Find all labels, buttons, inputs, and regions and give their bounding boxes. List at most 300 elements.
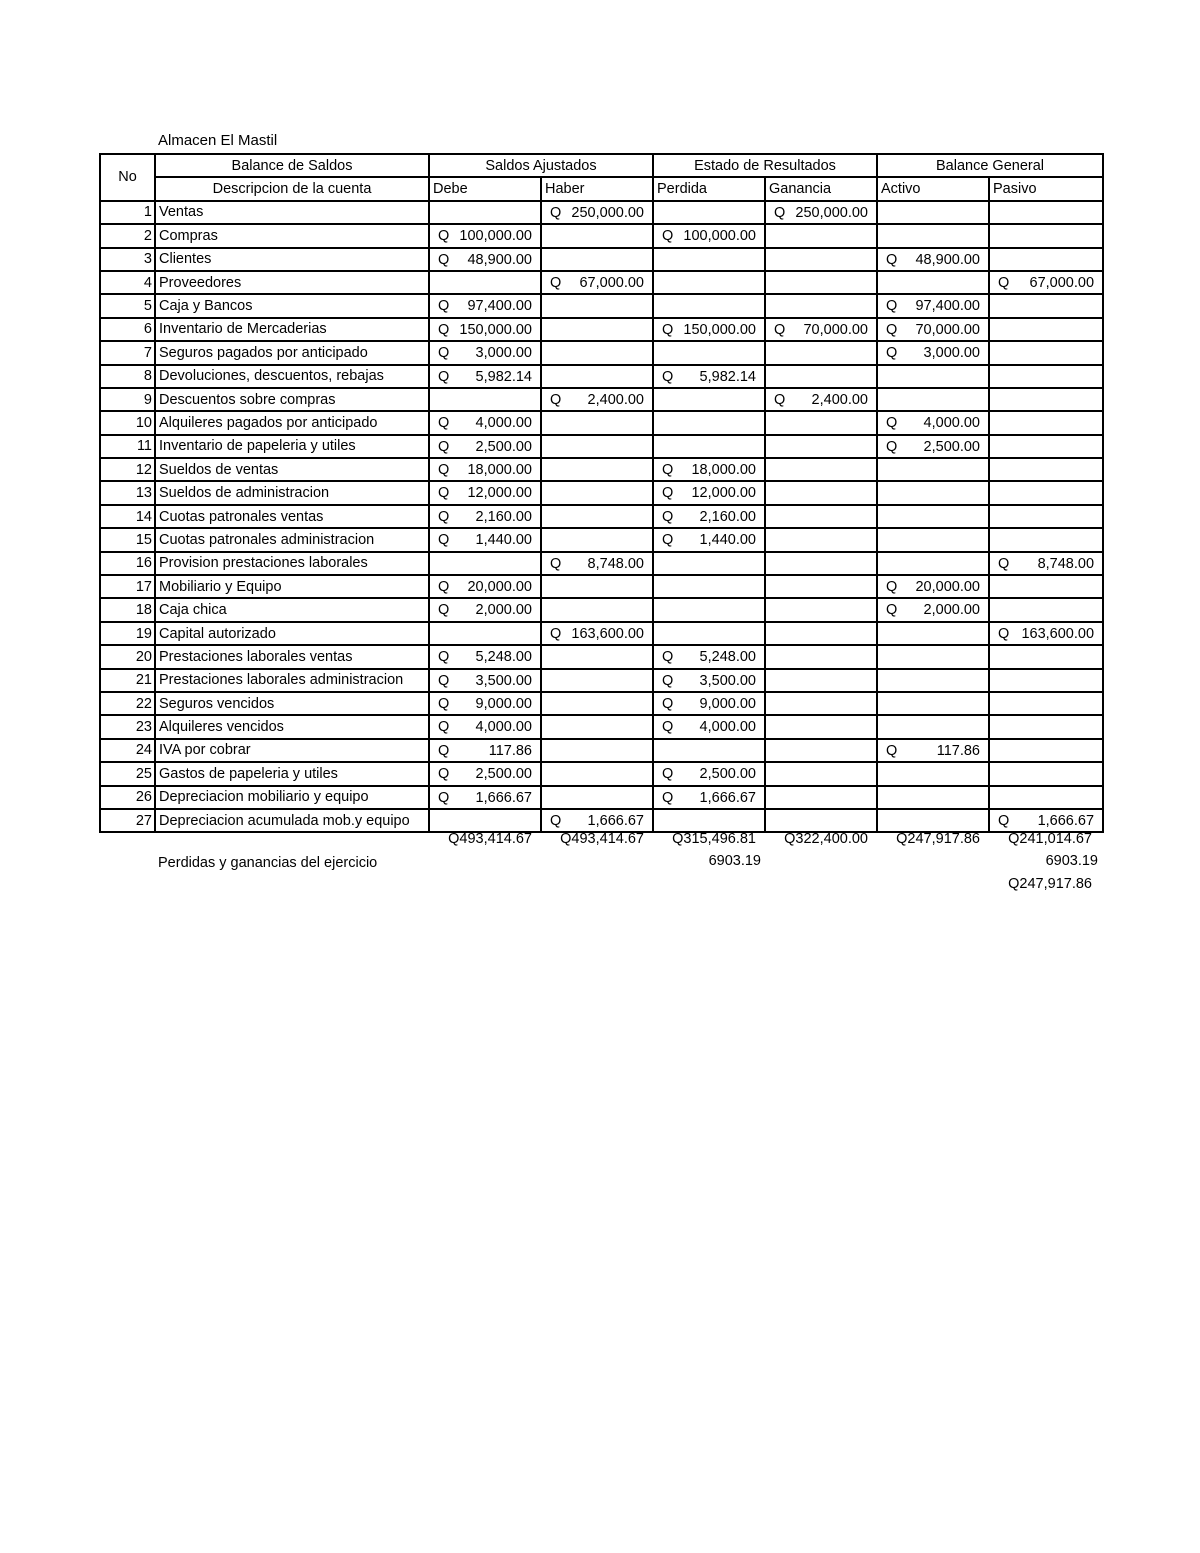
currency-symbol: Q: [774, 391, 786, 408]
amount: 163,600.00: [571, 625, 644, 642]
cell-haber: [541, 528, 653, 551]
cell-perdida: [653, 481, 765, 504]
cell-debe: [429, 365, 541, 388]
cell-debe: [429, 598, 541, 621]
table-row: [100, 505, 1103, 528]
cell-pasivo: [989, 224, 1103, 247]
row-number: 25: [100, 762, 155, 785]
cell-ganancia: [765, 271, 877, 294]
cell-ganancia: [765, 201, 877, 224]
amount: 2,500.00: [923, 438, 980, 455]
cell-activo: [877, 505, 989, 528]
header-perdida: Perdida: [653, 177, 765, 200]
cell-haber: [541, 505, 653, 528]
cell-ganancia: [765, 786, 877, 809]
cell-activo: [877, 552, 989, 575]
cell-debe: [429, 248, 541, 271]
amount: 4,000.00: [475, 415, 532, 432]
row-number: 26: [100, 786, 155, 809]
account-description-text: Inventario de papeleria y utiles: [159, 438, 356, 455]
cell-haber: [541, 669, 653, 692]
amount: 1,666.67: [1037, 812, 1095, 829]
header-no: No: [100, 154, 155, 201]
amount: 1,666.67: [587, 812, 644, 829]
row-number: 9: [100, 388, 155, 411]
currency-symbol: Q: [438, 368, 450, 385]
amount: 1,440.00: [475, 532, 532, 549]
row-number: 4: [100, 271, 155, 294]
amount: 2,500.00: [475, 766, 532, 783]
row-number: 16: [100, 552, 155, 575]
cell-pasivo: [989, 575, 1103, 598]
currency-symbol: Q: [438, 602, 450, 619]
cell-ganancia: [765, 739, 877, 762]
cell-haber: [541, 388, 653, 411]
cell-haber: [541, 622, 653, 645]
account-description-text: Cuotas patronales administracion: [159, 531, 375, 548]
account-description-text: Compras: [159, 227, 218, 244]
cell-activo: [877, 692, 989, 715]
cell-debe: [429, 224, 541, 247]
currency-symbol: Q: [438, 298, 450, 315]
table-row: [100, 552, 1103, 575]
total-ganancia: Q322,400.00: [784, 831, 868, 847]
cell-debe: [429, 388, 541, 411]
total-haber: Q493,414.67: [560, 831, 644, 847]
account-description-text: Prestaciones laborales administracion: [159, 672, 404, 689]
cell-perdida: [653, 341, 765, 364]
cell-activo: [877, 458, 989, 481]
cell-activo: [877, 435, 989, 458]
currency-symbol: Q: [550, 391, 562, 408]
table-row: [100, 411, 1103, 434]
row-number: 17: [100, 575, 155, 598]
cell-perdida: [653, 458, 765, 481]
row-number: 22: [100, 692, 155, 715]
cell-ganancia: [765, 248, 877, 271]
amount: 250,000.00: [795, 204, 868, 221]
currency-symbol: Q: [886, 415, 898, 432]
account-description: [155, 669, 429, 692]
cell-ganancia: [765, 622, 877, 645]
table-row: [100, 575, 1103, 598]
cell-pasivo: [989, 248, 1103, 271]
currency-symbol: Q: [438, 532, 450, 549]
amount: 5,982.14: [475, 368, 532, 385]
currency-symbol: Q: [438, 415, 450, 432]
account-description-text: Sueldos de ventas: [159, 461, 279, 478]
cell-haber: [541, 201, 653, 224]
cell-haber: [541, 458, 653, 481]
header-balance-de-saldos: Balance de Saldos: [155, 154, 429, 177]
table-row: [100, 786, 1103, 809]
currency-symbol: Q: [438, 789, 450, 806]
currency-symbol: Q: [998, 555, 1010, 572]
cell-ganancia: [765, 318, 877, 341]
amount: 5,982.14: [699, 368, 756, 385]
cell-ganancia: [765, 341, 877, 364]
amount: 1,440.00: [699, 532, 756, 549]
amount: 100,000.00: [459, 228, 532, 245]
account-description: [155, 645, 429, 668]
row-number: 1: [100, 201, 155, 224]
amount: 3,500.00: [699, 672, 756, 689]
cell-haber: [541, 318, 653, 341]
table-row: [100, 645, 1103, 668]
cell-pasivo: [989, 669, 1103, 692]
cell-haber: [541, 692, 653, 715]
cell-debe: [429, 786, 541, 809]
row-number: 19: [100, 622, 155, 645]
total-activo: Q247,917.86: [896, 831, 980, 847]
currency-symbol: Q: [662, 508, 674, 525]
cell-debe: [429, 762, 541, 785]
currency-symbol: Q: [774, 204, 786, 221]
row-number: 6: [100, 318, 155, 341]
cell-pasivo: [989, 458, 1103, 481]
currency-symbol: Q: [438, 438, 450, 455]
cell-perdida: [653, 715, 765, 738]
table-row: [100, 388, 1103, 411]
amount: 9,000.00: [699, 695, 756, 712]
ledger-table: [99, 153, 1104, 833]
amount: 1,666.67: [699, 789, 756, 806]
amount: 2,000.00: [923, 602, 980, 619]
currency-symbol: Q: [438, 345, 450, 362]
cell-debe: [429, 481, 541, 504]
cell-haber: [541, 575, 653, 598]
cell-pasivo: [989, 645, 1103, 668]
cell-ganancia: [765, 669, 877, 692]
amount: 18,000.00: [691, 462, 756, 479]
account-description: [155, 248, 429, 271]
currency-symbol: Q: [998, 812, 1010, 829]
row-number: 15: [100, 528, 155, 551]
cell-pasivo: [989, 739, 1103, 762]
table-row: [100, 201, 1103, 224]
cell-ganancia: [765, 692, 877, 715]
perdidas-ganancias-pasivo: 6903.19: [1045, 853, 1098, 869]
amount: 48,900.00: [915, 251, 980, 268]
account-description-text: Depreciacion mobiliario y equipo: [159, 789, 369, 806]
currency-symbol: Q: [438, 321, 450, 338]
currency-symbol: Q: [998, 625, 1010, 642]
cell-perdida: [653, 552, 765, 575]
cell-ganancia: [765, 598, 877, 621]
account-description: [155, 598, 429, 621]
page-title: Almacen El Mastil: [158, 132, 278, 149]
currency-symbol: Q: [886, 742, 898, 759]
amount: 12,000.00: [691, 485, 756, 502]
table-row: [100, 715, 1103, 738]
amount: 70,000.00: [915, 321, 980, 338]
cell-pasivo: [989, 622, 1103, 645]
cell-ganancia: [765, 715, 877, 738]
cell-haber: [541, 271, 653, 294]
amount: 2,500.00: [475, 438, 532, 455]
row-number: 23: [100, 715, 155, 738]
cell-perdida: [653, 411, 765, 434]
account-description-text: Descuentos sobre compras: [159, 391, 336, 408]
cell-pasivo: [989, 786, 1103, 809]
table-row: [100, 318, 1103, 341]
cell-pasivo: [989, 552, 1103, 575]
cell-debe: [429, 411, 541, 434]
account-description-text: Gastos de papeleria y utiles: [159, 765, 338, 782]
cell-activo: [877, 715, 989, 738]
account-description: [155, 622, 429, 645]
amount: 100,000.00: [683, 228, 756, 245]
currency-symbol: Q: [438, 649, 450, 666]
header-pasivo: Pasivo: [989, 177, 1103, 200]
cell-pasivo: [989, 411, 1103, 434]
cell-perdida: [653, 598, 765, 621]
account-description: [155, 739, 429, 762]
currency-symbol: Q: [438, 579, 450, 596]
currency-symbol: Q: [662, 766, 674, 783]
table-row: [100, 271, 1103, 294]
currency-symbol: Q: [550, 555, 562, 572]
account-description-text: Caja chica: [159, 602, 227, 619]
row-number: 13: [100, 481, 155, 504]
cell-pasivo: [989, 762, 1103, 785]
currency-symbol: Q: [438, 695, 450, 712]
cell-haber: [541, 481, 653, 504]
currency-symbol: Q: [662, 532, 674, 549]
cell-ganancia: [765, 505, 877, 528]
cell-pasivo: [989, 528, 1103, 551]
amount: 3,000.00: [475, 345, 532, 362]
currency-symbol: Q: [662, 485, 674, 502]
table-row: [100, 622, 1103, 645]
account-description: [155, 715, 429, 738]
currency-symbol: Q: [886, 579, 898, 596]
amount: 3,500.00: [475, 672, 532, 689]
amount: 97,400.00: [467, 298, 532, 315]
row-number: 3: [100, 248, 155, 271]
cell-ganancia: [765, 411, 877, 434]
account-description-text: Cuotas patronales ventas: [159, 508, 324, 525]
currency-symbol: Q: [662, 649, 674, 666]
amount: 3,000.00: [923, 345, 980, 362]
cell-activo: [877, 201, 989, 224]
row-number: 21: [100, 669, 155, 692]
currency-symbol: Q: [438, 672, 450, 689]
cell-pasivo: [989, 505, 1103, 528]
row-number: 10: [100, 411, 155, 434]
currency-symbol: Q: [438, 228, 450, 245]
cell-haber: [541, 435, 653, 458]
currency-symbol: Q: [438, 719, 450, 736]
cell-activo: [877, 481, 989, 504]
cell-debe: [429, 669, 541, 692]
amount: 20,000.00: [915, 579, 980, 596]
cell-activo: [877, 598, 989, 621]
amount: 2,500.00: [699, 766, 756, 783]
cell-pasivo: [989, 435, 1103, 458]
account-description-text: Sueldos de administracion: [159, 485, 330, 502]
cell-haber: [541, 224, 653, 247]
currency-symbol: Q: [662, 719, 674, 736]
cell-ganancia: [765, 528, 877, 551]
cell-activo: [877, 365, 989, 388]
cell-perdida: [653, 645, 765, 668]
cell-activo: [877, 528, 989, 551]
cell-ganancia: [765, 458, 877, 481]
cell-activo: [877, 786, 989, 809]
cell-ganancia: [765, 388, 877, 411]
row-number: 18: [100, 598, 155, 621]
cell-ganancia: [765, 575, 877, 598]
cell-perdida: [653, 388, 765, 411]
cell-activo: [877, 575, 989, 598]
cell-activo: [877, 294, 989, 317]
amount: 117.86: [488, 742, 532, 759]
currency-symbol: Q: [886, 438, 898, 455]
perdidas-ganancias-label: Perdidas y ganancias del ejercicio: [158, 855, 378, 871]
cell-perdida: [653, 248, 765, 271]
cell-perdida: [653, 224, 765, 247]
account-description: [155, 786, 429, 809]
cell-perdida: [653, 201, 765, 224]
table-row: [100, 598, 1103, 621]
cell-haber: [541, 365, 653, 388]
cell-haber: [541, 786, 653, 809]
table-row: [100, 248, 1103, 271]
table-row: [100, 669, 1103, 692]
table-row: [100, 528, 1103, 551]
account-description-text: Mobiliario y Equipo: [159, 578, 282, 595]
account-description-text: Devoluciones, descuentos, rebajas: [159, 368, 384, 385]
final-total: Q247,917.86: [1008, 876, 1092, 892]
account-description: [155, 809, 429, 832]
row-number: 27: [100, 809, 155, 832]
account-description-text: Seguros pagados por anticipado: [159, 344, 368, 361]
account-description: [155, 201, 429, 224]
account-description: [155, 762, 429, 785]
header-row-groups: [100, 154, 1103, 177]
amount: 2,160.00: [699, 508, 756, 525]
cell-haber: [541, 715, 653, 738]
cell-ganancia: [765, 365, 877, 388]
row-number: 8: [100, 365, 155, 388]
cell-haber: [541, 294, 653, 317]
currency-symbol: Q: [774, 321, 786, 338]
cell-pasivo: [989, 481, 1103, 504]
currency-symbol: Q: [550, 625, 562, 642]
amount: 48,900.00: [467, 251, 532, 268]
amount: 67,000.00: [579, 274, 644, 291]
account-description: [155, 365, 429, 388]
account-description-text: Alquileres vencidos: [159, 719, 284, 736]
cell-ganancia: [765, 224, 877, 247]
cell-pasivo: [989, 201, 1103, 224]
table-row: [100, 762, 1103, 785]
account-description: [155, 435, 429, 458]
cell-pasivo: [989, 598, 1103, 621]
amount: 2,000.00: [475, 602, 532, 619]
row-number: 12: [100, 458, 155, 481]
amount: 2,400.00: [811, 391, 868, 408]
account-description: [155, 458, 429, 481]
account-description-text: Alquileres pagados por anticipado: [159, 414, 378, 431]
currency-symbol: Q: [886, 602, 898, 619]
account-description-text: Provision prestaciones laborales: [159, 555, 368, 572]
cell-activo: [877, 388, 989, 411]
cell-pasivo: [989, 388, 1103, 411]
perdidas-ganancias-perdida: 6903.19: [708, 853, 761, 869]
cell-haber: [541, 645, 653, 668]
cell-ganancia: [765, 481, 877, 504]
row-number: 7: [100, 341, 155, 364]
amount: 4,000.00: [923, 415, 980, 432]
amount: 18,000.00: [467, 462, 532, 479]
cell-pasivo: [989, 365, 1103, 388]
account-description: [155, 271, 429, 294]
cell-pasivo: [989, 341, 1103, 364]
table-row: [100, 435, 1103, 458]
currency-symbol: Q: [662, 695, 674, 712]
amount: 20,000.00: [467, 579, 532, 596]
cell-activo: [877, 411, 989, 434]
account-description-text: Inventario de Mercaderias: [159, 321, 327, 338]
cell-perdida: [653, 575, 765, 598]
row-number: 11: [100, 435, 155, 458]
account-description: [155, 575, 429, 598]
amount: 70,000.00: [803, 321, 868, 338]
currency-symbol: Q: [886, 345, 898, 362]
header-descripcion: Descripcion de la cuenta: [155, 177, 429, 200]
amount: 2,160.00: [475, 508, 532, 525]
header-balance-general: Balance General: [877, 154, 1103, 177]
table-row: [100, 739, 1103, 762]
cell-perdida: [653, 294, 765, 317]
cell-pasivo: [989, 318, 1103, 341]
cell-ganancia: [765, 552, 877, 575]
cell-activo: [877, 669, 989, 692]
cell-perdida: [653, 786, 765, 809]
cell-ganancia: [765, 645, 877, 668]
table-row: [100, 294, 1103, 317]
cell-perdida: [653, 739, 765, 762]
row-number: 24: [100, 739, 155, 762]
amount: 8,748.00: [587, 555, 644, 572]
amount: 163,600.00: [1021, 625, 1095, 642]
amount: 150,000.00: [683, 321, 756, 338]
cell-activo: [877, 341, 989, 364]
cell-perdida: [653, 669, 765, 692]
cell-haber: [541, 341, 653, 364]
table-row: [100, 341, 1103, 364]
amount: 5,248.00: [699, 649, 756, 666]
cell-debe: [429, 318, 541, 341]
currency-symbol: Q: [438, 251, 450, 268]
currency-symbol: Q: [886, 321, 898, 338]
currency-symbol: Q: [998, 274, 1010, 291]
account-description: [155, 294, 429, 317]
cell-debe: [429, 739, 541, 762]
cell-activo: [877, 318, 989, 341]
currency-symbol: Q: [662, 789, 674, 806]
cell-haber: [541, 248, 653, 271]
account-description: [155, 388, 429, 411]
account-description-text: Depreciacion acumulada mob.y equipo: [159, 812, 410, 829]
header-ganancia: Ganancia: [765, 177, 877, 200]
cell-debe: [429, 201, 541, 224]
cell-activo: [877, 762, 989, 785]
cell-pasivo: [989, 294, 1103, 317]
cell-debe: [429, 528, 541, 551]
